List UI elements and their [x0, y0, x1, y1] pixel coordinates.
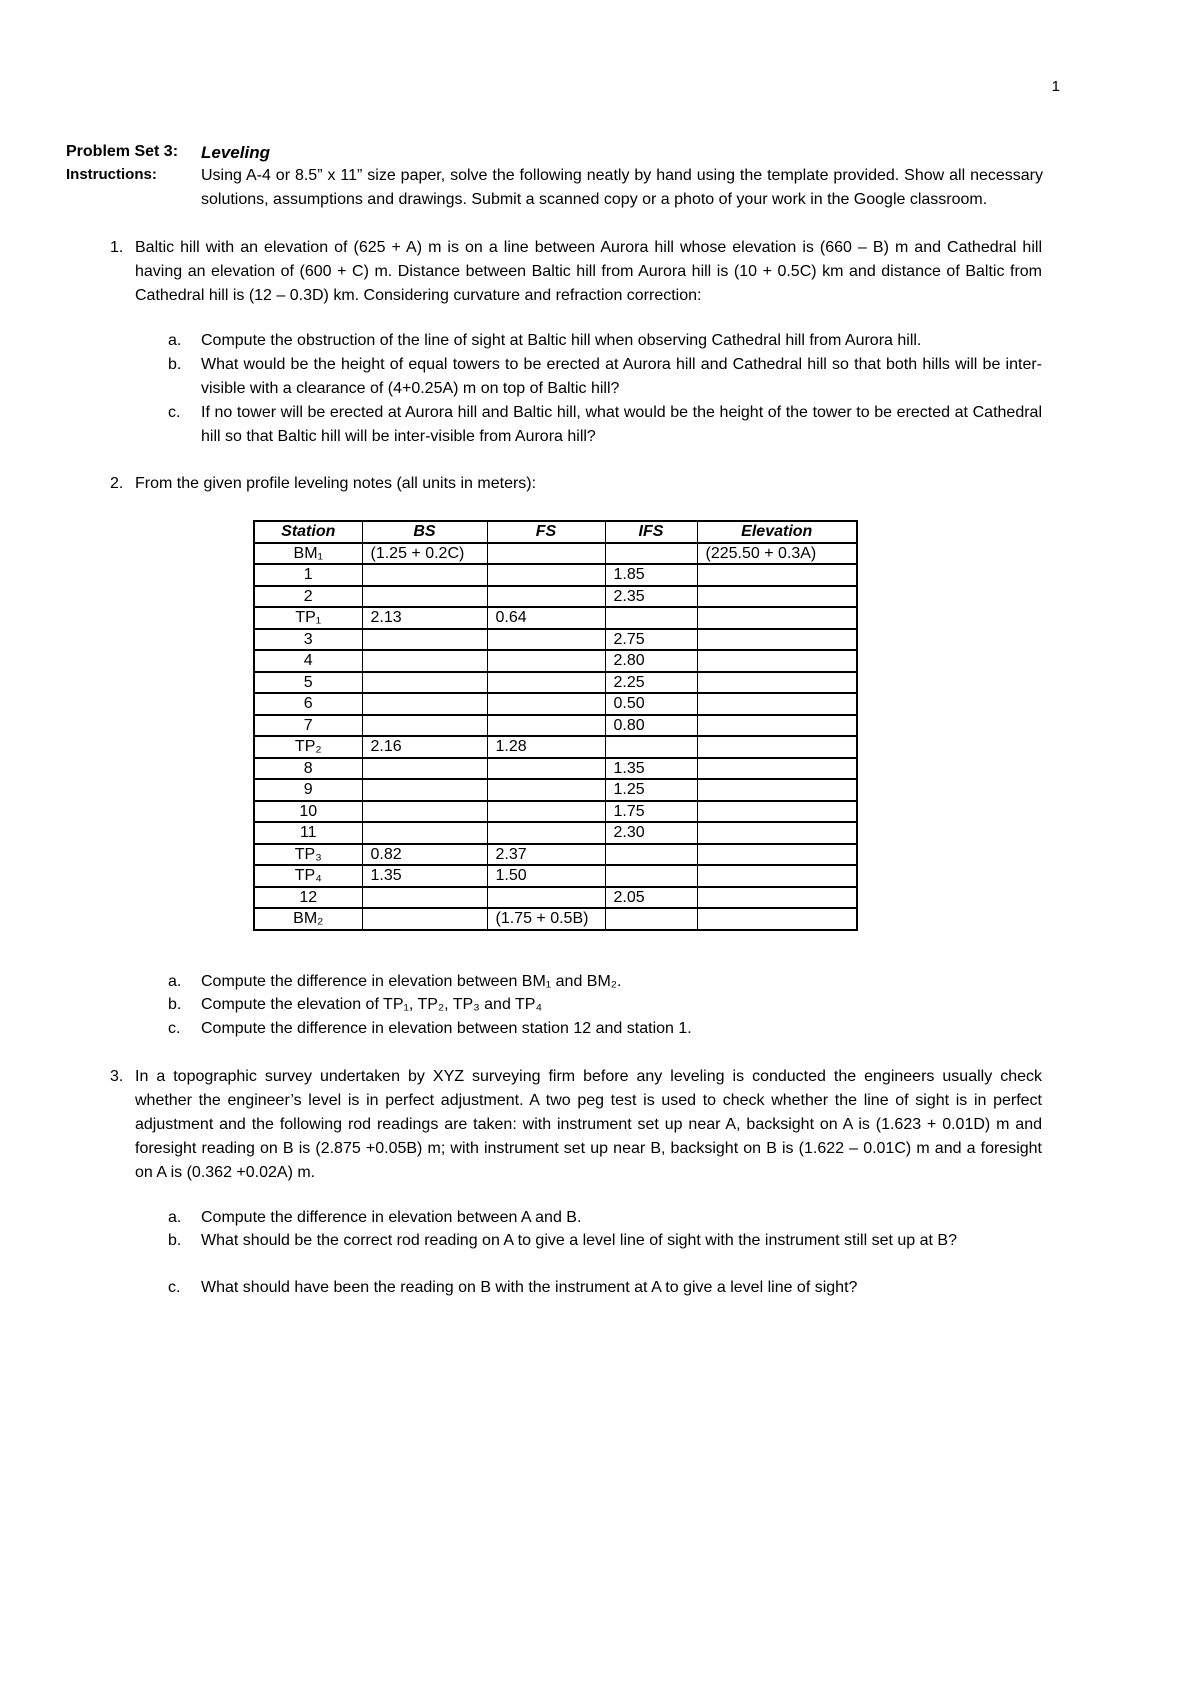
- table-cell: [362, 629, 487, 651]
- table-cell: [487, 672, 605, 694]
- station-cell: TP₂: [254, 736, 362, 758]
- table-cell: 2.75: [605, 629, 697, 651]
- table-row: [254, 672, 857, 694]
- item-label: c.: [168, 1279, 181, 1296]
- table-cell: 0.50: [605, 693, 697, 715]
- table-row: [254, 607, 857, 629]
- table-cell: (1.75 + 0.5B): [487, 908, 605, 930]
- table-cell: (1.25 + 0.2C): [362, 543, 487, 565]
- problem-1b: What would be the height of equal towers to be erected at Aurora hill and Cathedral hill so that both hills will be inter-visible with a clearance of (4+0.25A) m on top of Baltic hill?: [201, 356, 1042, 397]
- table-cell: [362, 586, 487, 608]
- table-cell: 2.35: [605, 586, 697, 608]
- column-header: Station: [254, 521, 362, 543]
- problem-2c: Compute the difference in elevation between station 12 and station 1.: [201, 1020, 692, 1037]
- table-cell: 1.25: [605, 779, 697, 801]
- table-row: [254, 844, 857, 866]
- item-label: c.: [168, 404, 181, 421]
- station-cell: TP₃: [254, 844, 362, 866]
- station-cell: 3: [254, 629, 362, 651]
- table-row: [254, 650, 857, 672]
- table-row: [254, 865, 857, 887]
- profile-leveling-table: [253, 520, 858, 931]
- table-cell: [605, 865, 697, 887]
- table-cell: [362, 672, 487, 694]
- item-label: a.: [168, 332, 182, 349]
- station-cell: TP₄: [254, 865, 362, 887]
- table-cell: [487, 822, 605, 844]
- table-row: [254, 629, 857, 651]
- page-number: 1: [1051, 78, 1060, 95]
- problem-1a: Compute the obstruction of the line of sight at Baltic hill when observing Cathedral hill from Aurora hill.: [201, 332, 922, 349]
- table-cell: [362, 758, 487, 780]
- station-cell: 11: [254, 822, 362, 844]
- page-title: Leveling: [201, 143, 270, 162]
- table-cell: 1.35: [605, 758, 697, 780]
- table-cell: [362, 650, 487, 672]
- table-cell: [697, 736, 857, 758]
- table-cell: [697, 715, 857, 737]
- column-header: FS: [487, 521, 605, 543]
- table-cell: 1.28: [487, 736, 605, 758]
- table-cell: 2.13: [362, 607, 487, 629]
- station-cell: BM₂: [254, 908, 362, 930]
- problem-3b: What should be the correct rod reading on A to give a level line of sight with the instrument still set up at B?: [201, 1232, 957, 1249]
- table-cell: 1.35: [362, 865, 487, 887]
- station-cell: 9: [254, 779, 362, 801]
- table-cell: 2.30: [605, 822, 697, 844]
- item-label: b.: [168, 1232, 182, 1249]
- item-label: a.: [168, 973, 182, 990]
- item-label: b.: [168, 356, 182, 373]
- table-cell: [362, 693, 487, 715]
- problem-3a: Compute the difference in elevation between A and B.: [201, 1209, 582, 1226]
- table-cell: [487, 629, 605, 651]
- table-cell: [697, 779, 857, 801]
- problem-1-number: 1.: [110, 239, 124, 256]
- table-cell: [487, 779, 605, 801]
- table-cell: [697, 607, 857, 629]
- table-cell: 2.80: [605, 650, 697, 672]
- table-row: [254, 715, 857, 737]
- item-label: c.: [168, 1020, 181, 1037]
- table-cell: [697, 908, 857, 930]
- table-cell: [697, 801, 857, 823]
- item-label: b.: [168, 996, 182, 1013]
- table-cell: [697, 865, 857, 887]
- table-row: [254, 887, 857, 909]
- table-cell: [487, 693, 605, 715]
- table-cell: (225.50 + 0.3A): [697, 543, 857, 565]
- table-cell: [487, 758, 605, 780]
- table-cell: 2.25: [605, 672, 697, 694]
- table-cell: [605, 736, 697, 758]
- table-cell: [362, 564, 487, 586]
- table-cell: [697, 650, 857, 672]
- table-row: [254, 693, 857, 715]
- table-row: [254, 586, 857, 608]
- table-cell: [605, 543, 697, 565]
- table-header-row: [254, 521, 857, 543]
- table-cell: [362, 822, 487, 844]
- station-cell: 2: [254, 586, 362, 608]
- station-cell: 1: [254, 564, 362, 586]
- instructions-text: Using A-4 or 8.5” x 11” size paper, solve the following neatly by hand using the template provided. Show all necessary solutions, assumptions and drawings. Submit a scanned copy or a photo of your work in the Google classroom.: [201, 167, 1043, 208]
- table-cell: 1.50: [487, 865, 605, 887]
- station-cell: 12: [254, 887, 362, 909]
- table-cell: [362, 779, 487, 801]
- table-row: [254, 779, 857, 801]
- station-cell: 5: [254, 672, 362, 694]
- problem-2a: Compute the difference in elevation between BM₁ and BM₂.: [201, 973, 622, 990]
- problem-2-text: From the given profile leveling notes (all units in meters):: [135, 475, 537, 492]
- table-cell: [605, 908, 697, 930]
- station-cell: 10: [254, 801, 362, 823]
- table-cell: 0.80: [605, 715, 697, 737]
- table-cell: [362, 801, 487, 823]
- table-cell: [697, 586, 857, 608]
- station-cell: 8: [254, 758, 362, 780]
- table-cell: 0.82: [362, 844, 487, 866]
- table-cell: [605, 607, 697, 629]
- table-row: [254, 543, 857, 565]
- problem-2-number: 2.: [110, 475, 124, 492]
- instructions-label: Instructions:: [66, 166, 157, 183]
- table-cell: [362, 887, 487, 909]
- table-row: [254, 758, 857, 780]
- station-cell: 7: [254, 715, 362, 737]
- problem-3-text: In a topographic survey undertaken by XYZ surveying firm before any leveling is conducted the engineers usually check whether the engineer’s level is in perfect adjustment. A two peg test is used to check whether the line of sight is in perfect adjustment and the following rod readings are taken: with instrument set up near A, backsight on A is (1.623 + 0.01D) m and foresight reading on B is (2.875 +0.05B) m; with instrument set up near B, backsight on B is (1.622 – 0.01C) m and a foresight on A is (0.362 +0.02A) m.: [135, 1068, 1042, 1181]
- title-label: Problem Set 3:: [66, 143, 179, 160]
- table-cell: [362, 715, 487, 737]
- table-cell: [697, 887, 857, 909]
- station-cell: 6: [254, 693, 362, 715]
- table-cell: [697, 822, 857, 844]
- table-cell: [487, 586, 605, 608]
- problem-2b: Compute the elevation of TP₁, TP₂, TP₃ and TP₄: [201, 996, 542, 1013]
- item-label: a.: [168, 1209, 182, 1226]
- table-cell: [487, 715, 605, 737]
- table-cell: [697, 758, 857, 780]
- station-cell: BM₁: [254, 543, 362, 565]
- problem-1-text: Baltic hill with an elevation of (625 + A) m is on a line between Aurora hill whose elevation is (660 – B) m and Cathedral hill having an elevation of (600 + C) m. Distance between Baltic hill from Aurora hill is (10 + 0.5C) km and distance of Baltic from Cathedral hill is (12 – 0.3D) km. Considering curvature and refraction correction:: [135, 239, 1042, 304]
- column-header: BS: [362, 521, 487, 543]
- table-cell: 2.05: [605, 887, 697, 909]
- table-cell: [697, 672, 857, 694]
- table-cell: [697, 629, 857, 651]
- table-cell: 1.85: [605, 564, 697, 586]
- table-cell: 2.16: [362, 736, 487, 758]
- table-cell: 2.37: [487, 844, 605, 866]
- column-header: Elevation: [697, 521, 857, 543]
- table-cell: [697, 564, 857, 586]
- table-cell: [487, 543, 605, 565]
- problem-3c: What should have been the reading on B with the instrument at A to give a level line of sight?: [201, 1279, 858, 1296]
- station-cell: 4: [254, 650, 362, 672]
- table-cell: [487, 801, 605, 823]
- column-header: IFS: [605, 521, 697, 543]
- table-cell: [697, 693, 857, 715]
- table-row: [254, 801, 857, 823]
- table-row: [254, 736, 857, 758]
- table-cell: [362, 908, 487, 930]
- table-cell: [487, 564, 605, 586]
- table-cell: [487, 887, 605, 909]
- table-cell: 1.75: [605, 801, 697, 823]
- table-row: [254, 564, 857, 586]
- table-cell: [697, 844, 857, 866]
- station-cell: TP₁: [254, 607, 362, 629]
- problem-3-number: 3.: [110, 1068, 124, 1085]
- table-row: [254, 822, 857, 844]
- table-cell: [487, 650, 605, 672]
- table-cell: 0.64: [487, 607, 605, 629]
- problem-1c: If no tower will be erected at Aurora hill and Baltic hill, what would be the height of the tower to be erected at Cathedral hill so that Baltic hill will be inter-visible from Aurora hill?: [201, 404, 1042, 445]
- table-cell: [605, 844, 697, 866]
- table-row: [254, 908, 857, 930]
